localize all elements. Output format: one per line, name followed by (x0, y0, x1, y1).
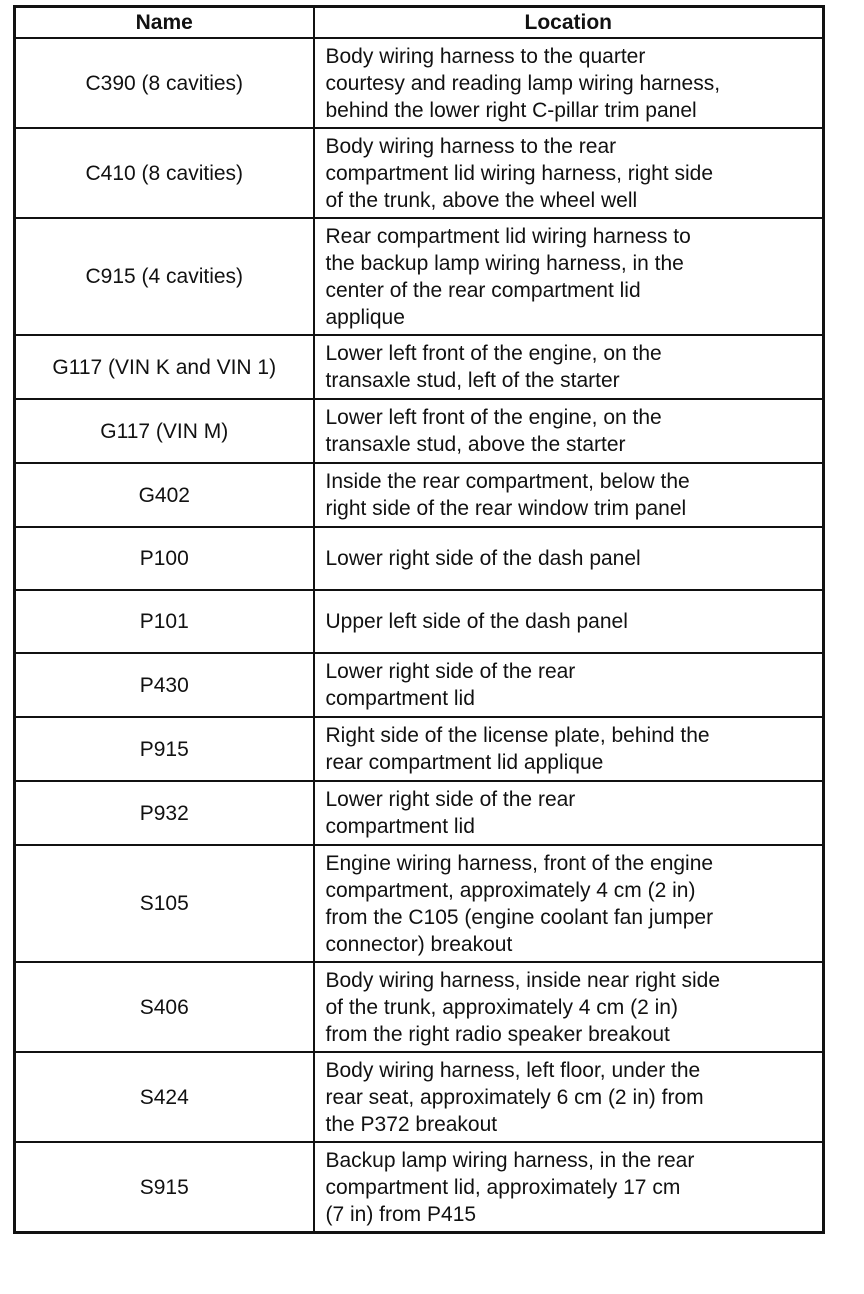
table-row (15, 590, 824, 653)
location-line: Body wiring harness, left floor, under the (325, 1058, 701, 1082)
location-line: Inside the rear compartment, below the (325, 470, 690, 493)
table-row (15, 717, 824, 781)
table-row (15, 1052, 824, 1142)
component-location-table (13, 5, 825, 1234)
table-row (15, 845, 824, 962)
component-name: S105 (15, 845, 314, 962)
column-header-location: Location (314, 7, 824, 39)
location-line: Engine wiring harness, front of the engine (325, 851, 714, 875)
location-line: transaxle stud, left of the starter (325, 369, 620, 392)
component-name: S915 (15, 1142, 314, 1233)
location-line: Lower right side of the rear (325, 788, 576, 811)
table-header-row (15, 7, 824, 39)
component-location (314, 335, 824, 399)
table-row (15, 1142, 824, 1233)
table-row (15, 781, 824, 845)
component-name: C915 (4 cavities) (15, 218, 314, 335)
location-line: center of the rear compartment lid (325, 278, 641, 302)
component-location (314, 399, 824, 463)
location-line: transaxle stud, above the starter (325, 433, 626, 456)
table-row (15, 653, 824, 717)
location-line: compartment lid wiring harness, right side (325, 161, 713, 185)
table-row (15, 335, 824, 399)
component-name: G402 (15, 463, 314, 527)
location-line: Lower left front of the engine, on the (325, 342, 662, 365)
location-line: compartment lid (325, 687, 475, 710)
component-name: G117 (VIN K and VIN 1) (15, 335, 314, 399)
location-line: of the trunk, above the wheel well (325, 188, 638, 212)
location-line: from the right radio speaker breakout (325, 1022, 670, 1046)
location-line: Right side of the license plate, behind the (325, 724, 710, 747)
location-line: courtesy and reading lamp wiring harness, (325, 71, 721, 95)
component-name: P932 (15, 781, 314, 845)
component-name: S424 (15, 1052, 314, 1142)
location-line: Body wiring harness to the quarter (325, 44, 646, 68)
table-row (15, 527, 824, 590)
location-line: rear compartment lid applique (325, 751, 604, 774)
component-location (314, 590, 824, 653)
location-line: the P372 breakout (325, 1112, 498, 1136)
location-line: (7 in) from P415 (325, 1202, 477, 1226)
location-line: rear seat, approximately 6 cm (2 in) from (325, 1085, 704, 1109)
location-line: applique (325, 305, 405, 329)
component-name: C390 (8 cavities) (15, 38, 314, 128)
component-location (314, 1142, 824, 1233)
document-page (13, 5, 822, 1234)
component-name: P100 (15, 527, 314, 590)
location-line: Lower left front of the engine, on the (325, 406, 662, 429)
component-name: P915 (15, 717, 314, 781)
component-location (314, 1052, 824, 1142)
location-line: Lower right side of the rear (325, 660, 576, 683)
location-line: of the trunk, approximately 4 cm (2 in) (325, 995, 678, 1019)
location-line: compartment, approximately 4 cm (2 in) (325, 878, 696, 902)
table-row (15, 399, 824, 463)
location-line: Backup lamp wiring harness, in the rear (325, 1148, 695, 1172)
location-line: behind the lower right C-pillar trim panel (325, 98, 697, 122)
component-location (314, 38, 824, 128)
component-name: P430 (15, 653, 314, 717)
location-line: Lower right side of the dash panel (325, 547, 641, 570)
location-line: the backup lamp wiring harness, in the (325, 251, 684, 275)
component-name: S406 (15, 962, 314, 1052)
location-line: Upper left side of the dash panel (325, 610, 628, 633)
table-row (15, 128, 824, 218)
location-line: right side of the rear window trim panel (325, 497, 687, 520)
component-location (314, 653, 824, 717)
component-name: C410 (8 cavities) (15, 128, 314, 218)
location-line: connector) breakout (325, 932, 513, 956)
location-line: Body wiring harness, inside near right side (325, 968, 721, 992)
component-name: G117 (VIN M) (15, 399, 314, 463)
table-row (15, 962, 824, 1052)
location-line: from the C105 (engine coolant fan jumper (325, 905, 714, 929)
location-line: Body wiring harness to the rear (325, 134, 617, 158)
location-line: compartment lid, approximately 17 cm (325, 1175, 681, 1199)
table-row (15, 218, 824, 335)
component-location (314, 781, 824, 845)
location-line: compartment lid (325, 815, 475, 838)
location-line: Rear compartment lid wiring harness to (325, 224, 691, 248)
component-location (314, 845, 824, 962)
component-location (314, 717, 824, 781)
component-location (314, 128, 824, 218)
table-row (15, 38, 824, 128)
component-location (314, 962, 824, 1052)
component-name: P101 (15, 590, 314, 653)
component-location (314, 463, 824, 527)
component-location (314, 218, 824, 335)
table-row (15, 463, 824, 527)
component-location (314, 527, 824, 590)
column-header-name: Name (15, 7, 314, 39)
